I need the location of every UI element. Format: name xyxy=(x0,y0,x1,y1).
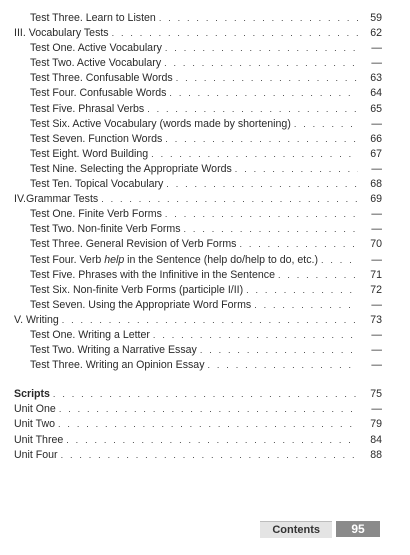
toc-leader-dots xyxy=(254,298,358,313)
toc-leader-dots xyxy=(184,222,358,237)
toc-page-number: 68 xyxy=(370,178,382,191)
toc-leader-dots xyxy=(53,387,358,402)
toc-entry-title: IV.Grammar Tests xyxy=(14,193,99,206)
toc-entry-title: Unit Four xyxy=(14,448,58,461)
toc-leader-dots xyxy=(165,41,358,56)
toc-entry-title: Test Three. Confusable Words xyxy=(30,72,173,85)
toc-section-row xyxy=(14,192,382,207)
toc-page-number: — xyxy=(371,328,382,341)
toc-entry-title: Test Ten. Topical Vocabulary xyxy=(30,178,164,191)
toc-leader-dots xyxy=(239,237,358,252)
toc-entry-title: Unit One xyxy=(14,403,56,416)
toc-page-number: 72 xyxy=(370,283,382,296)
toc-entry-title-part: in the Sentence (help do/help to do, etc.) xyxy=(124,253,318,266)
toc-section-row xyxy=(14,433,382,448)
toc-entry-title: Test Three. General Revision of Verb Forms xyxy=(30,238,237,251)
toc-page-number: — xyxy=(371,344,382,357)
toc-section-row xyxy=(14,313,382,328)
toc-leader-dots xyxy=(321,253,358,268)
toc-leader-dots xyxy=(278,268,358,283)
toc-entry-title: Test Six. Active Vocabulary (words made by shortening) xyxy=(30,117,291,130)
toc-leader-dots xyxy=(200,343,358,358)
toc-leader-dots xyxy=(166,177,358,192)
toc-leader-dots xyxy=(112,26,358,41)
toc-entry-row xyxy=(14,222,382,237)
toc-page-number: 69 xyxy=(370,193,382,206)
toc-entry-row xyxy=(14,343,382,358)
toc-entry-title: Test Seven. Using the Appropriate Word Forms xyxy=(30,298,252,311)
toc-leader-dots xyxy=(246,283,358,298)
toc-entry-row xyxy=(14,253,382,268)
toc-entry-title-part: Test Four. Verb xyxy=(30,253,105,266)
toc-leader-dots xyxy=(159,11,358,26)
toc-entry-row xyxy=(14,268,382,283)
toc-page-number: 63 xyxy=(370,72,382,85)
toc-entry-row xyxy=(14,177,382,192)
toc-entry-title: III. Vocabulary Tests xyxy=(14,27,109,40)
toc-entry-row xyxy=(14,237,382,252)
toc-entry-row xyxy=(14,56,382,71)
toc-leader-dots xyxy=(101,192,358,207)
toc-leader-dots xyxy=(165,132,358,147)
toc-section-row xyxy=(14,402,382,417)
toc-page-number: 79 xyxy=(370,418,382,431)
toc-entry-title: Test Seven. Function Words xyxy=(30,132,163,145)
toc-page-number: — xyxy=(371,253,382,266)
toc-section-row xyxy=(14,417,382,432)
toc-page-number: 70 xyxy=(370,238,382,251)
toc-leader-dots xyxy=(59,402,358,417)
toc-entry-row xyxy=(14,207,382,222)
toc-entry-title: Test Five. Phrases with the Infinitive in the Sentence xyxy=(30,268,275,281)
toc-page-number: — xyxy=(371,57,382,70)
toc-entry-row xyxy=(14,147,382,162)
toc-leader-dots xyxy=(151,147,358,162)
toc-entry-title: Test One. Writing a Letter xyxy=(30,328,150,341)
toc-leader-dots xyxy=(62,313,358,328)
toc-page-number: — xyxy=(371,208,382,221)
toc-page-number: 84 xyxy=(370,433,382,446)
toc-entry-row xyxy=(14,117,382,132)
toc-entry-title: Test Three. Learn to Listen xyxy=(30,12,156,24)
toc-leader-dots xyxy=(66,433,358,448)
toc-leader-dots xyxy=(61,448,358,463)
toc-page-number: 65 xyxy=(370,102,382,115)
toc-entry-title-italic: help xyxy=(104,253,125,266)
toc-entry-row xyxy=(14,41,382,56)
toc-page-number: 62 xyxy=(370,27,382,40)
toc-entry-row xyxy=(14,132,382,147)
toc-section-row xyxy=(14,387,382,402)
toc-entry-title: Test Four. Confusable Words xyxy=(30,87,167,100)
toc-leader-dots xyxy=(294,117,358,132)
toc-entry-row xyxy=(14,283,382,298)
page-footer xyxy=(260,521,380,537)
toc-page-number: 64 xyxy=(370,87,382,100)
toc-leader-dots xyxy=(208,358,359,373)
toc-page-number: 59 xyxy=(370,12,382,24)
footer-page-number: 95 xyxy=(336,521,380,537)
toc-entry-row xyxy=(14,11,382,26)
toc-section-row xyxy=(14,448,382,463)
toc-leader-dots xyxy=(147,102,358,117)
toc-section-row xyxy=(14,26,382,41)
toc-page-number: 88 xyxy=(370,448,382,461)
section-spacer xyxy=(14,373,382,387)
toc-entry-title: Test Two. Active Vocabulary xyxy=(30,57,162,70)
toc-entry-row xyxy=(14,71,382,86)
toc-leader-dots xyxy=(176,71,358,86)
toc-leader-dots xyxy=(153,328,358,343)
toc-entry-row xyxy=(14,102,382,117)
toc-entry-title xyxy=(14,253,321,268)
toc-leader-dots xyxy=(165,207,358,222)
toc-entry-title: V. Writing xyxy=(14,313,59,326)
toc-page-number: 75 xyxy=(370,388,382,401)
toc-entry-title: Test Three. Writing an Opinion Essay xyxy=(30,359,205,372)
toc-entry-title: Unit Two xyxy=(14,418,56,431)
toc-entry-title: Test Five. Phrasal Verbs xyxy=(30,102,145,115)
toc-entry-row xyxy=(14,86,382,101)
toc-entry-title: Test One. Active Vocabulary xyxy=(30,42,162,55)
toc-entry-title: Unit Three xyxy=(14,433,64,446)
toc-entry-title: Test Two. Non-finite Verb Forms xyxy=(30,223,181,236)
toc-entry-row xyxy=(14,162,382,177)
toc-page-number: — xyxy=(371,223,382,236)
toc-entry-title: Scripts xyxy=(14,388,50,401)
toc-page-number: — xyxy=(371,117,382,130)
toc-page-number: — xyxy=(371,359,382,372)
toc-entry-row xyxy=(14,298,382,313)
toc-page-number: — xyxy=(371,42,382,55)
toc-leader-dots xyxy=(58,417,358,432)
toc-page-number: 67 xyxy=(370,147,382,160)
toc-leader-dots xyxy=(169,86,358,101)
toc-page-number: 71 xyxy=(370,268,382,281)
toc-entry-title: Test Nine. Selecting the Appropriate Words xyxy=(30,162,232,175)
table-of-contents xyxy=(14,11,382,463)
toc-page-number: — xyxy=(371,403,382,416)
toc-entry-title: Test Two. Writing a Narrative Essay xyxy=(30,344,197,357)
toc-leader-dots xyxy=(164,56,358,71)
toc-page-number: 66 xyxy=(370,132,382,145)
toc-entry-row xyxy=(14,358,382,373)
toc-leader-dots xyxy=(235,162,358,177)
toc-entry-title: Test Six. Non-finite Verb Forms (participle I/II) xyxy=(30,283,244,296)
toc-entry-title: Test One. Finite Verb Forms xyxy=(30,208,162,221)
toc-page-number: — xyxy=(371,298,382,311)
toc-page-number: 73 xyxy=(370,313,382,326)
toc-page-number: — xyxy=(371,162,382,175)
toc-entry-title: Test Eight. Word Building xyxy=(30,147,149,160)
footer-section-label: Contents xyxy=(260,521,332,538)
toc-entry-row xyxy=(14,328,382,343)
